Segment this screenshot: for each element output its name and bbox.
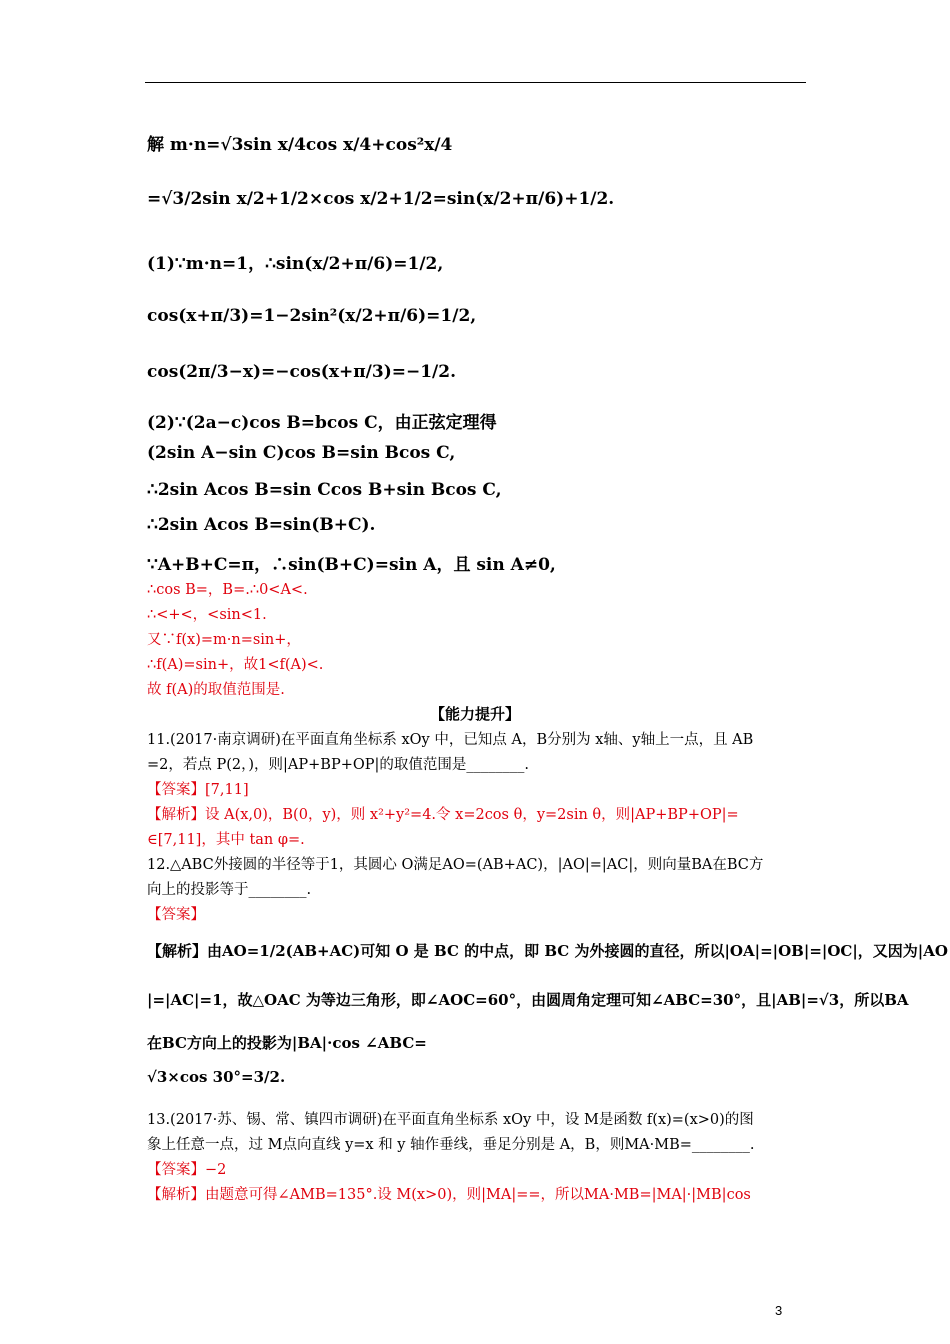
page-number: 3 bbox=[775, 1303, 783, 1318]
red-line-2: ∴<+<，<sin<1. bbox=[147, 607, 267, 623]
solution-line-9: ∴2sin Acos B=sin(B+C). bbox=[147, 515, 376, 535]
solution-line-6: (2)∵(2a−c)cos B=bcos C，由正弦定理得 bbox=[147, 413, 497, 433]
solution-line-10: ∵A+B+C=π，∴sin(B+C)=sin A，且 sin A≠0, bbox=[147, 555, 556, 575]
q12-analysis-2: |=|AC|=1，故△OAC 为等边三角形，即∠AOC=60°，由圆周角定理可知∠ABC=30°，且|AB|=√3，所以BA bbox=[147, 991, 909, 1009]
q12-line-1: 12.△ABC外接圆的半径等于1，其圆心 O满足AO=(AB+AC)，|AO|=|AC|，则向量BA在BC方 bbox=[147, 857, 764, 873]
solution-line-2: =√3/2sin x/2+1/2×cos x/2+1/2=sin(x/2+π/6)+1/2. bbox=[147, 189, 615, 209]
q11-line-2: =2，若点 P(2，)，则|AP+BP+OP|的取值范围是________. bbox=[147, 757, 529, 773]
q11-analysis-2: ∈[7,11]，其中 tan φ=. bbox=[147, 832, 305, 848]
q13-line-1: 13.(2017·苏、锡、常、镇四市调研)在平面直角坐标系 xOy 中，设 M是函数 f(x)=(x>0)的图 bbox=[147, 1112, 754, 1128]
q12-analysis-3: 在BC方向上的投影为|BA|·cos ∠ABC= bbox=[147, 1034, 427, 1052]
q11-line-1: 11.(2017·南京调研)在平面直角坐标系 xOy 中，已知点 A，B分别为 x轴、y轴上一点，且 AB bbox=[147, 732, 754, 748]
q13-answer: 【答案】−2 bbox=[147, 1162, 227, 1178]
q12-line-2: 向上的投影等于________. bbox=[147, 882, 312, 898]
solution-line-5: cos(2π/3−x)=−cos(x+π/3)=−1/2. bbox=[147, 362, 457, 382]
red-line-1: ∴cos B=，B=.∴0<A<. bbox=[147, 582, 308, 598]
q12-analysis-1: 【解析】由AO=1/2(AB+AC)可知 O 是 BC 的中点，即 BC 为外接圆的直径，所以|OA|=|OB|=|OC|，又因为|AO bbox=[147, 942, 948, 960]
header-rule bbox=[145, 82, 806, 83]
q12-analysis-4: √3×cos 30°=3/2. bbox=[147, 1068, 286, 1086]
solution-line-1: 解 m·n=√3sin x/4cos x/4+cos²x/4 bbox=[147, 135, 453, 155]
q13-analysis-1: 【解析】由题意可得∠AMB=135°.设 M(x>0)，则|MA|==，所以MA·MB=|MA|·|MB|cos bbox=[147, 1187, 751, 1203]
q11-analysis-1: 【解析】设 A(x,0)，B(0，y)，则 x²+y²=4.令 x=2cos θ，y=2sin θ，则|AP+BP+OP|= bbox=[147, 807, 739, 823]
red-line-4: ∴f(A)=sin+，故1<f(A)<. bbox=[147, 657, 324, 673]
solution-line-7: (2sin A−sin C)cos B=sin Bcos C, bbox=[147, 443, 456, 463]
q12-answer: 【答案】 bbox=[147, 907, 205, 923]
solution-line-8: ∴2sin Acos B=sin Ccos B+sin Bcos C, bbox=[147, 480, 502, 500]
q13-line-2: 象上任意一点，过 M点向直线 y=x 和 y 轴作垂线，垂足分别是 A，B，则MA·MB=________. bbox=[147, 1137, 755, 1153]
section-title: 【能力提升】 bbox=[429, 705, 520, 723]
q11-answer: 【答案】[7,11] bbox=[147, 782, 249, 798]
solution-line-4: cos(x+π/3)=1−2sin²(x/2+π/6)=1/2, bbox=[147, 306, 477, 326]
solution-line-3: (1)∵m·n=1，∴sin(x/2+π/6)=1/2, bbox=[147, 254, 444, 274]
red-line-3: 又∵f(x)=m·n=sin+， bbox=[147, 632, 301, 648]
red-line-5: 故 f(A)的取值范围是. bbox=[147, 682, 285, 698]
